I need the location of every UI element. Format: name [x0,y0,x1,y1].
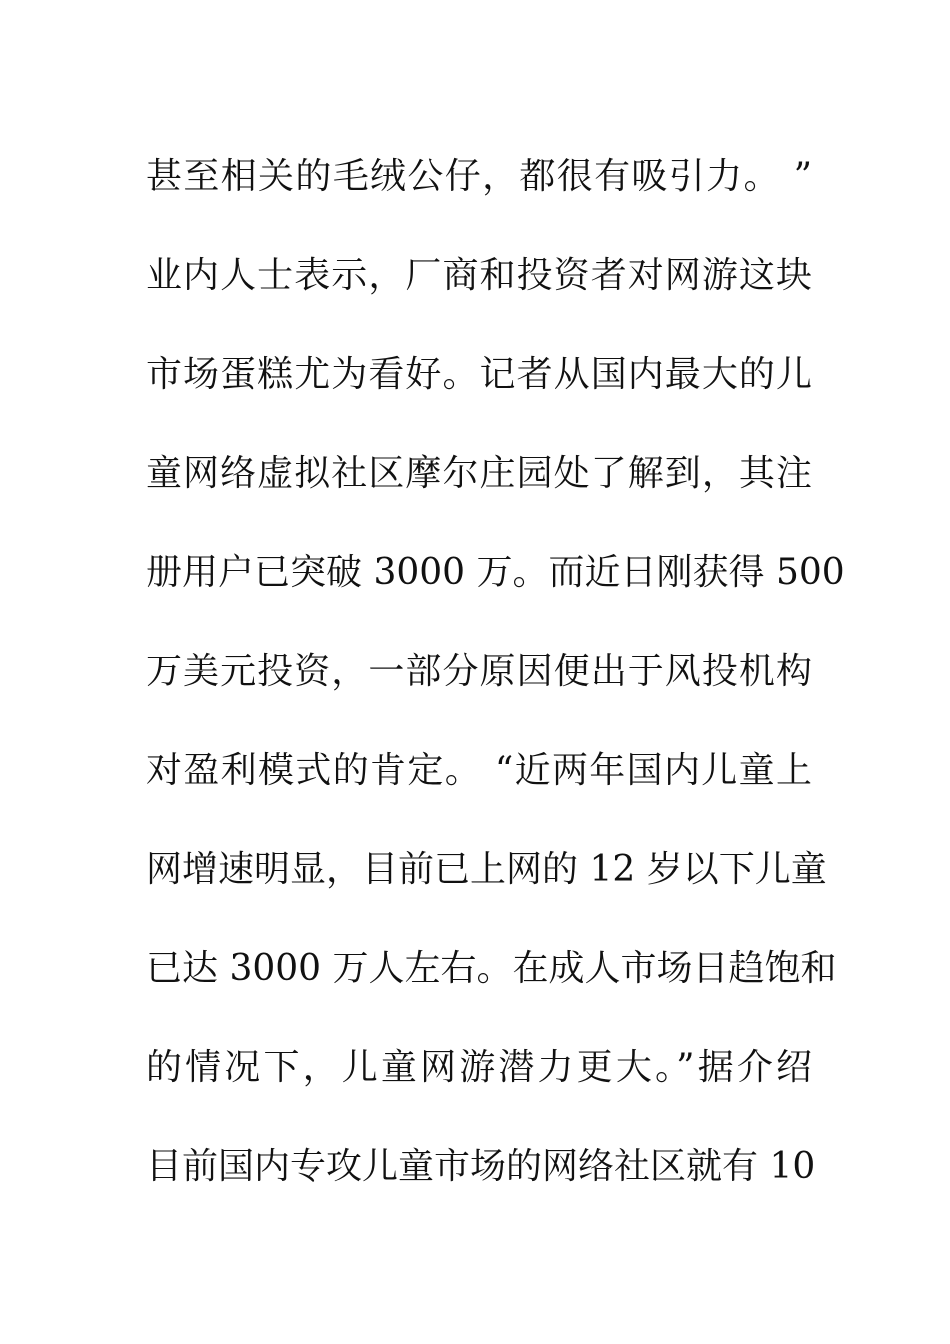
text-line: 业内人士表示，厂商和投资者对网游这块 [146,255,812,296]
text-line: 万美元投资，一部分原因便出于风投机构 [146,651,812,692]
text-line: 市场蛋糕尤为看好。记者从国内最大的儿 [146,354,812,395]
body-text [146,127,845,1216]
text-line: 对盈利模式的肯定。 “近两年国内儿童上 [146,750,812,791]
text-line: 童网络虚拟社区摩尔庄园处了解到，其注 [146,453,812,494]
text-line: 甚至相关的毛绒公仔，都很有吸引力。 ” [146,156,812,197]
text-line: 网增速明显，目前已上网的 12 岁以下儿童 [146,849,827,890]
text-line: 册用户已突破 3000 万。而近日刚获得 500 [146,552,845,593]
text-line: 的情况下，儿童网游潜力更大。”据介绍 [146,1047,812,1088]
text-line: 已达 3000 万人左右。在成人市场日趋饱和 [146,948,837,989]
text-line: 目前国内专攻儿童市场的网络社区就有 10 [146,1146,816,1187]
